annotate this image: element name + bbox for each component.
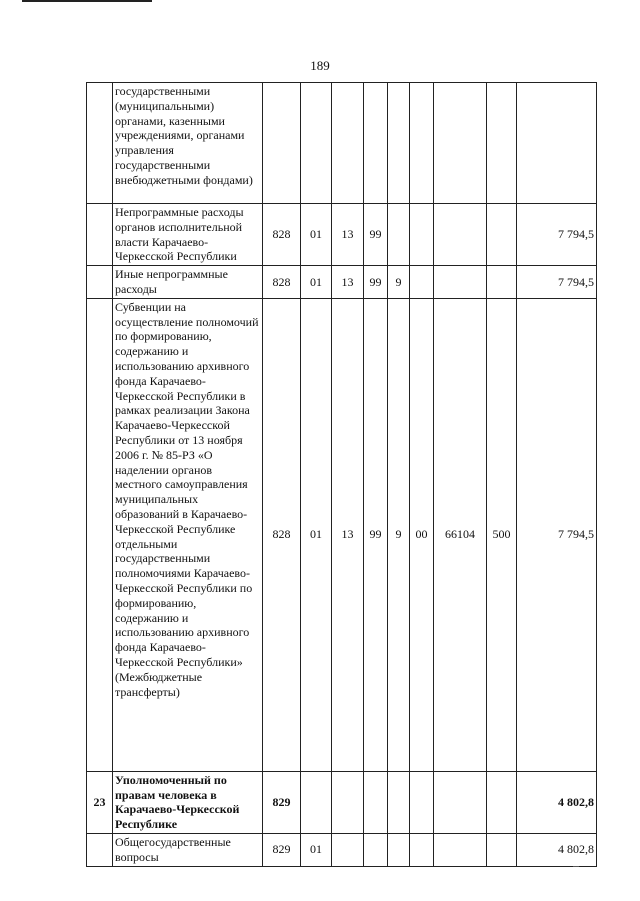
amount bbox=[517, 83, 597, 204]
target-code-part3 bbox=[410, 204, 434, 266]
grbs-code: 828 bbox=[263, 298, 301, 771]
subsection-code bbox=[332, 83, 364, 204]
target-code-part3: 00 bbox=[410, 298, 434, 771]
row-name: Общегосударственные вопросы bbox=[113, 833, 263, 866]
target-code-part2 bbox=[388, 83, 410, 204]
row-number bbox=[87, 83, 113, 204]
section-code: 01 bbox=[301, 833, 332, 866]
table-row bbox=[87, 298, 597, 771]
grbs-code: 828 bbox=[263, 204, 301, 266]
table-row bbox=[87, 833, 597, 866]
target-code-part4: 66104 bbox=[434, 298, 487, 771]
row-name: Уполномоченный по правам человека в Карачаево-Черкесской Республике bbox=[113, 771, 263, 833]
amount: 7 794,5 bbox=[517, 266, 597, 299]
section-code: 01 bbox=[301, 298, 332, 771]
target-code-part1 bbox=[364, 833, 388, 866]
target-code-part2: 9 bbox=[388, 298, 410, 771]
grbs-code: 828 bbox=[263, 266, 301, 299]
section-code: 01 bbox=[301, 204, 332, 266]
target-code-part1: 99 bbox=[364, 204, 388, 266]
table-row bbox=[87, 83, 597, 204]
expense-type-code bbox=[487, 83, 517, 204]
target-code-part2 bbox=[388, 204, 410, 266]
target-code-part1 bbox=[364, 83, 388, 204]
section-code: 01 bbox=[301, 266, 332, 299]
top-rule bbox=[22, 0, 152, 2]
subsection-code: 13 bbox=[332, 298, 364, 771]
target-code-part1: 99 bbox=[364, 266, 388, 299]
section-code bbox=[301, 83, 332, 204]
target-code-part3 bbox=[410, 771, 434, 833]
target-code-part4 bbox=[434, 771, 487, 833]
target-code-part3 bbox=[410, 833, 434, 866]
target-code-part1 bbox=[364, 771, 388, 833]
target-code-part4 bbox=[434, 833, 487, 866]
grbs-code: 829 bbox=[263, 833, 301, 866]
grbs-code: 829 bbox=[263, 771, 301, 833]
expense-type-code bbox=[487, 266, 517, 299]
row-number bbox=[87, 266, 113, 299]
subsection-code bbox=[332, 771, 364, 833]
target-code-part2 bbox=[388, 771, 410, 833]
subsection-code: 13 bbox=[332, 266, 364, 299]
amount: 4 802,8 bbox=[517, 771, 597, 833]
expense-type-code: 500 bbox=[487, 298, 517, 771]
amount: 7 794,5 bbox=[517, 298, 597, 771]
scan-mark bbox=[573, 866, 579, 867]
expense-type-code bbox=[487, 833, 517, 866]
row-name: государственными (муниципальными) органами, казенными учреждениями, органами управления государственными внебюджетными фондами) bbox=[113, 83, 263, 204]
row-number bbox=[87, 833, 113, 866]
target-code-part1: 99 bbox=[364, 298, 388, 771]
target-code-part4 bbox=[434, 204, 487, 266]
table-row bbox=[87, 771, 597, 833]
table-row bbox=[87, 204, 597, 266]
table-row bbox=[87, 266, 597, 299]
row-number bbox=[87, 298, 113, 771]
row-name: Иные непрограммные расходы bbox=[113, 266, 263, 299]
section-code bbox=[301, 771, 332, 833]
subsection-code: 13 bbox=[332, 204, 364, 266]
subsection-code bbox=[332, 833, 364, 866]
target-code-part3 bbox=[410, 266, 434, 299]
amount: 7 794,5 bbox=[517, 204, 597, 266]
target-code-part2: 9 bbox=[388, 266, 410, 299]
amount: 4 802,8 bbox=[517, 833, 597, 866]
target-code-part3 bbox=[410, 83, 434, 204]
row-name: Субвенции на осуществление полномочий по формированию, содержанию и использованию архивного фонда Карачаево-Черкесской Республики в рамках реализации Закона Карачаево-Черкесской Республики от 13 ноября 2006 г. № 85-РЗ «О наделении органов местного самоуправления муниципальных образований в Карачаево-Черкесской Республике отдельными государственными полномочиями Карачаево-Черкесской Республики по формированию, содержанию и использованию архивного фонда Карачаево-Черкесской Республики» (Межбюджетные трансферты) bbox=[113, 298, 263, 771]
grbs-code bbox=[263, 83, 301, 204]
row-name: Непрограммные расходы органов исполнительной власти Карачаево-Черкесской Республики bbox=[113, 204, 263, 266]
expense-type-code bbox=[487, 204, 517, 266]
row-number bbox=[87, 204, 113, 266]
target-code-part4 bbox=[434, 83, 487, 204]
target-code-part4 bbox=[434, 266, 487, 299]
expense-type-code bbox=[487, 771, 517, 833]
budget-table bbox=[86, 82, 597, 867]
row-number: 23 bbox=[87, 771, 113, 833]
page-number: 189 bbox=[310, 58, 330, 73]
target-code-part2 bbox=[388, 833, 410, 866]
